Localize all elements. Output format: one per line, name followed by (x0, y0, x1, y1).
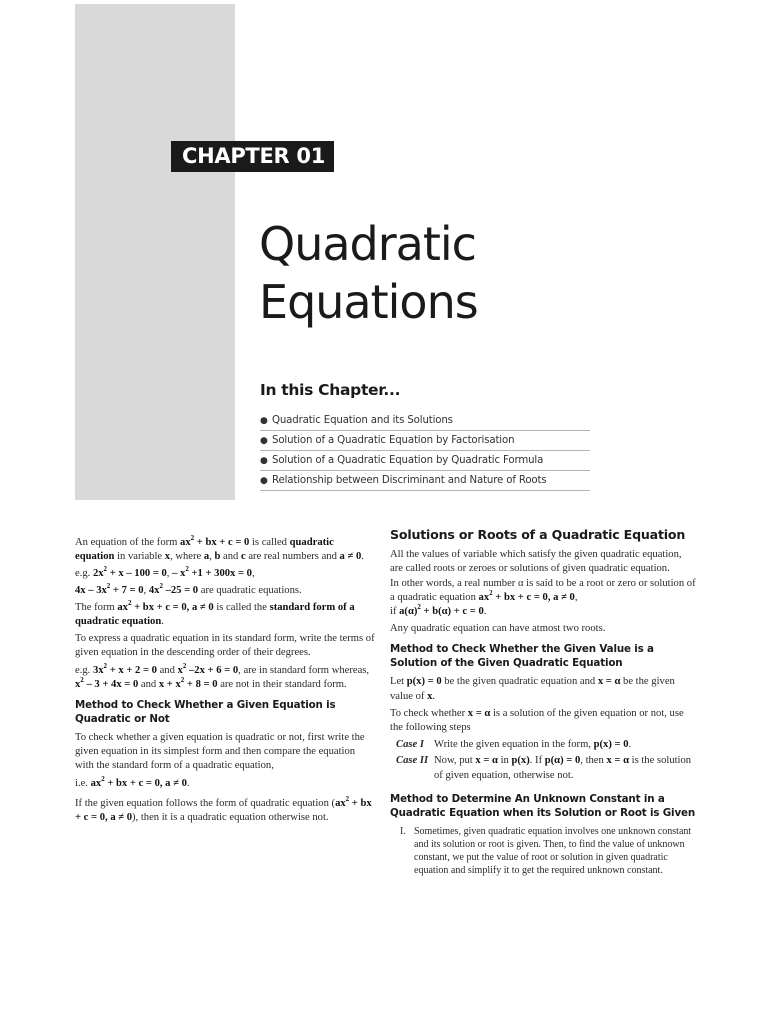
chapter-side-band (75, 4, 235, 500)
bullet-icon: ● (260, 456, 268, 466)
title-line-1: Quadratic (259, 217, 476, 271)
ie-line: i.e. $ax^2$ + bx + c = 0, a ≠ 0. (75, 774, 190, 789)
standard-form-paragraph: The form $ax^2$ + bx + c = 0, a ≠ 0 is called the standard form of a quadratic equation. (75, 598, 355, 628)
solutions-roots-heading: Solutions or Roots of a Quadratic Equation (390, 527, 686, 542)
case-1: Case I Write the given equation in the form, p(x) = 0. (390, 738, 696, 752)
check-quadratic-paragraph: To check whether a given equation is quadratic or not, first write the given equation in its simplest form and then compare the equation with the standard form of a quadratic equation, (75, 732, 365, 772)
chapter-topics-list (260, 411, 590, 491)
topic-item: ● Solution of a Quadratic Equation by Quadratic Formula (260, 451, 590, 471)
page-title (259, 215, 478, 331)
example-line: e.g. $2x^2 + x - 100 = 0$, – $x^2 +1 + 300x = 0$, (75, 565, 255, 580)
let-px-paragraph: Let p(x) = 0 be the given quadratic equation and x = α be the given value of x. (390, 676, 675, 702)
right-column (390, 528, 696, 877)
definition-paragraph: An equation of the form $ax^2$ + bx + c = 0 is called quadratic equation in variable x, where a, b and c are real numbers and a ≠ 0. (75, 534, 364, 563)
method-check-quadratic-heading: Method to Check Whether a Given Equation is Quadratic or Not (75, 699, 336, 726)
method-check-solution-heading: Method to Check Whether the Given Value is a Solution of the Given Quadratic Equation (390, 643, 654, 670)
atmost-two-roots-paragraph: Any quadratic equation can have atmost two roots. (390, 623, 606, 635)
case-label: Case I (396, 739, 424, 751)
list-item: I. Sometimes, given quadratic equation involves one unknown constant and its solution or root is given. Then, to find the value of unknown constant, we put the value of root or solution in given quadratic equation and simplify it to get the required unknown constant. (400, 825, 692, 876)
example-line: $4x - 3x^2 + 7 = 0$, $4x^2$ –25 = 0 are quadratic equations. (75, 581, 302, 596)
left-column (75, 536, 375, 828)
topic-item: ● Quadratic Equation and its Solutions (260, 411, 590, 431)
title-line-2: Equations (259, 275, 478, 329)
bullet-icon: ● (260, 436, 268, 446)
method-unknown-constant-heading: Method to Determine An Unknown Constant in a Quadratic Equation when its Solution or Root is Given (390, 792, 696, 819)
in-this-chapter-heading: In this Chapter... (260, 381, 401, 399)
roots-definition-paragraph: All the values of variable which satisfy the given quadratic equation, are called roots or zeroes or solutions of given quadratic equation. (390, 549, 682, 575)
case-2: Case II Now, put x = α in p(x). If p(α) = 0, then x = α is the solution of given equation, otherwise not. (390, 754, 696, 782)
topic-item: ● Relationship between Discriminant and Nature of Roots (260, 471, 590, 491)
bullet-icon: ● (260, 416, 268, 426)
bullet-icon: ● (260, 476, 268, 486)
case-label: Case II (396, 755, 429, 767)
topic-item: ● Solution of a Quadratic Equation by Factorisation (260, 431, 590, 451)
root-condition-paragraph: In other words, a real number α is said to be a root or zero or solution of a quadratic equation $ax^2$ + bx + c = 0, a ≠ 0, if $a(\alpha)^2 + b(\alpha) + c = 0$. (390, 577, 696, 618)
descending-order-paragraph: To express a quadratic equation in its standard form, write the terms of given equation in the descending order of their degrees. (75, 633, 375, 659)
follows-form-paragraph: If the given equation follows the form of quadratic equation ($ax^2$ + bx + c = 0, a ≠ 0), then it is a quadratic equation otherwise not. (75, 794, 372, 824)
check-steps-paragraph: To check whether x = α is a solution of the given equation or not, use the following steps (390, 707, 684, 734)
example-paragraph: e.g. $3x^2 + x + 2 = 0$ and $x^2$ –2x + 6 = 0, are in standard form whereas, $x^2 - 3 + 4x = 0$ and $x + x^2 + 8 = 0$ are not in their standard form. (75, 661, 370, 690)
chapter-label: CHAPTER 01 (171, 141, 334, 172)
